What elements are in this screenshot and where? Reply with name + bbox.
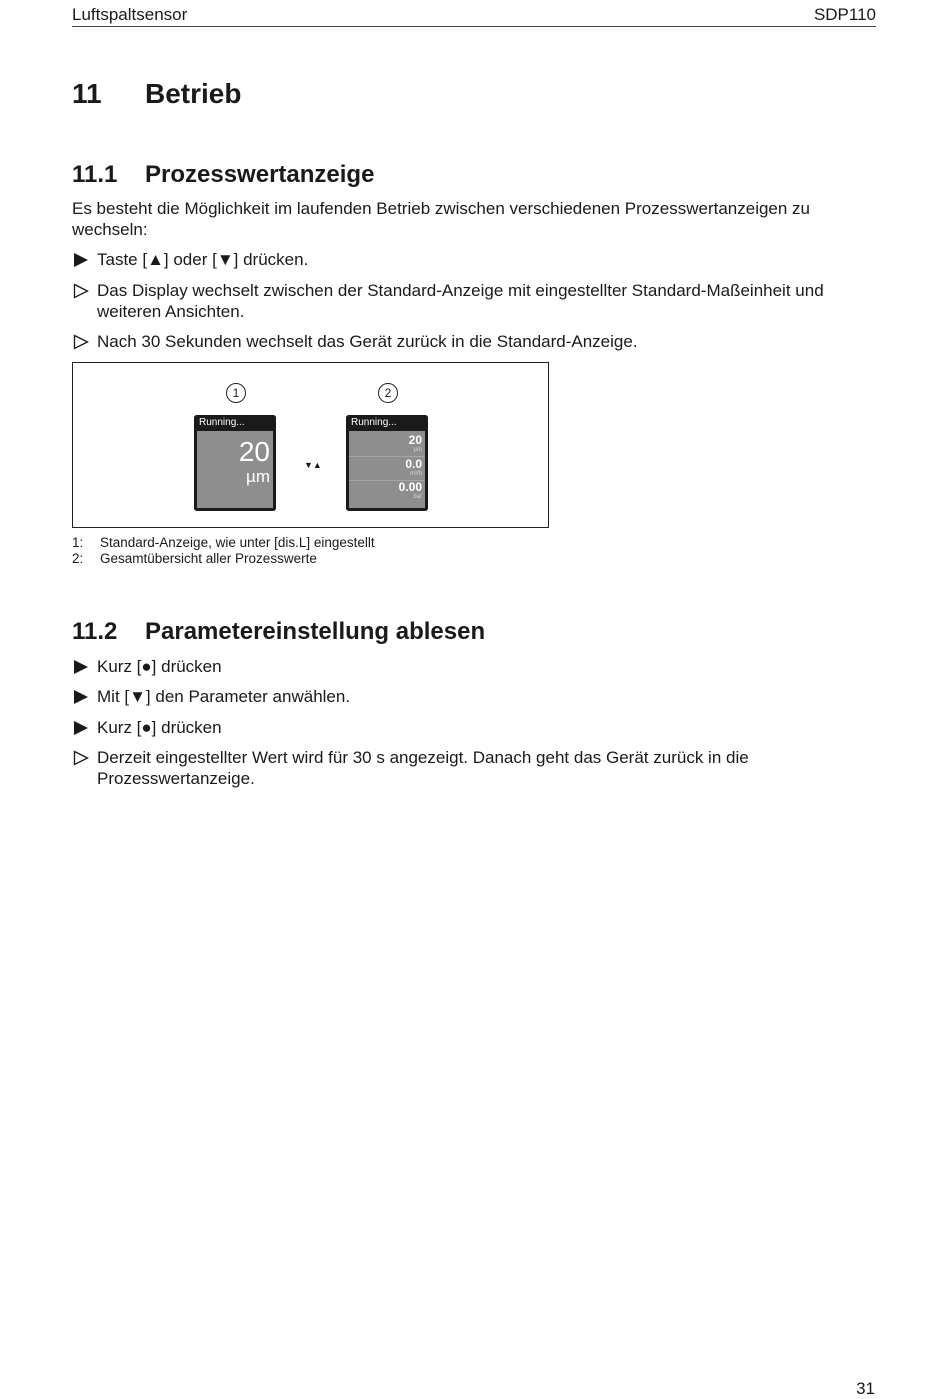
section-title: Parametereinstellung ablesen	[145, 618, 486, 645]
section-heading-11-1	[72, 160, 374, 190]
filled-triangle-icon	[72, 688, 90, 706]
action-step	[72, 250, 862, 271]
status-bar: Running...	[194, 415, 276, 431]
outline-triangle-icon	[72, 333, 90, 351]
chapter-number: 11	[72, 78, 102, 109]
result-step	[72, 281, 862, 322]
filled-triangle-icon	[72, 251, 90, 269]
chapter-title: Betrieb	[145, 78, 242, 109]
result-step	[72, 748, 862, 789]
filled-triangle-icon	[72, 719, 90, 737]
row-value: 0.0	[405, 457, 422, 471]
figure-caption	[72, 535, 375, 551]
standard-display	[194, 415, 276, 511]
process-value: 20	[238, 436, 270, 467]
step-text: Nach 30 Sekunden wechselt das Gerät zurück in die Standard-Anzeige.	[97, 332, 638, 351]
status-bar: Running...	[346, 415, 428, 431]
section-number: 11.1	[72, 161, 118, 188]
row-unit: µm	[413, 447, 422, 453]
caption-number: 2:	[72, 551, 84, 566]
action-step	[72, 657, 862, 678]
step-text: Kurz [●] drücken	[97, 718, 222, 737]
callout-2: 2	[378, 383, 398, 403]
document-title: Luftspaltsensor	[72, 5, 188, 24]
action-step	[72, 687, 862, 708]
row-value: 0.00	[398, 480, 422, 494]
chapter-heading	[72, 74, 241, 114]
intro-paragraph: Es besteht die Möglichkeit im laufenden Betrieb zwischen verschiedenen Prozesswertanzeigen zu wechseln:	[72, 199, 811, 239]
section-number: 11.2	[72, 618, 118, 645]
outline-triangle-icon	[72, 282, 90, 300]
page-number: 31	[856, 1379, 875, 1398]
step-text: Das Display wechselt zwischen der Standard-Anzeige mit eingestellter Standard-Maßeinheit und weiteren Ansichten.	[97, 281, 824, 321]
overview-row	[349, 457, 425, 481]
outline-triangle-icon	[72, 749, 90, 767]
caption-text: Standard-Anzeige, wie unter [dis.L] eingestellt	[100, 535, 375, 550]
overview-row	[349, 480, 425, 503]
step-text: Taste [▲] oder [▼] drücken.	[97, 250, 309, 269]
caption-number: 1:	[72, 535, 84, 550]
up-down-toggle-icon: ▼▲	[304, 460, 322, 470]
row-unit: bar	[413, 494, 422, 500]
overview-display	[346, 415, 428, 511]
row-unit: m³/h	[410, 471, 422, 477]
action-step	[72, 718, 862, 739]
step-text: Mit [▼] den Parameter anwählen.	[97, 687, 351, 706]
filled-triangle-icon	[72, 658, 90, 676]
page-header	[72, 4, 876, 27]
caption-text: Gesamtübersicht aller Prozesswerte	[100, 551, 317, 566]
callout-1: 1	[226, 383, 246, 403]
product-code: SDP110	[813, 5, 876, 24]
section-title: Prozesswertanzeige	[145, 161, 375, 188]
row-value: 20	[408, 433, 422, 447]
display-figure	[72, 362, 549, 528]
overview-row	[349, 433, 425, 457]
result-step	[72, 332, 862, 353]
step-text: Kurz [●] drücken	[97, 657, 222, 676]
figure-caption	[72, 551, 317, 567]
section-heading-11-2	[72, 617, 485, 647]
process-unit: µm	[246, 467, 270, 486]
step-text: Derzeit eingestellter Wert wird für 30 s angezeigt. Danach geht das Gerät zurück in die Prozesswertanzeige.	[97, 748, 749, 788]
